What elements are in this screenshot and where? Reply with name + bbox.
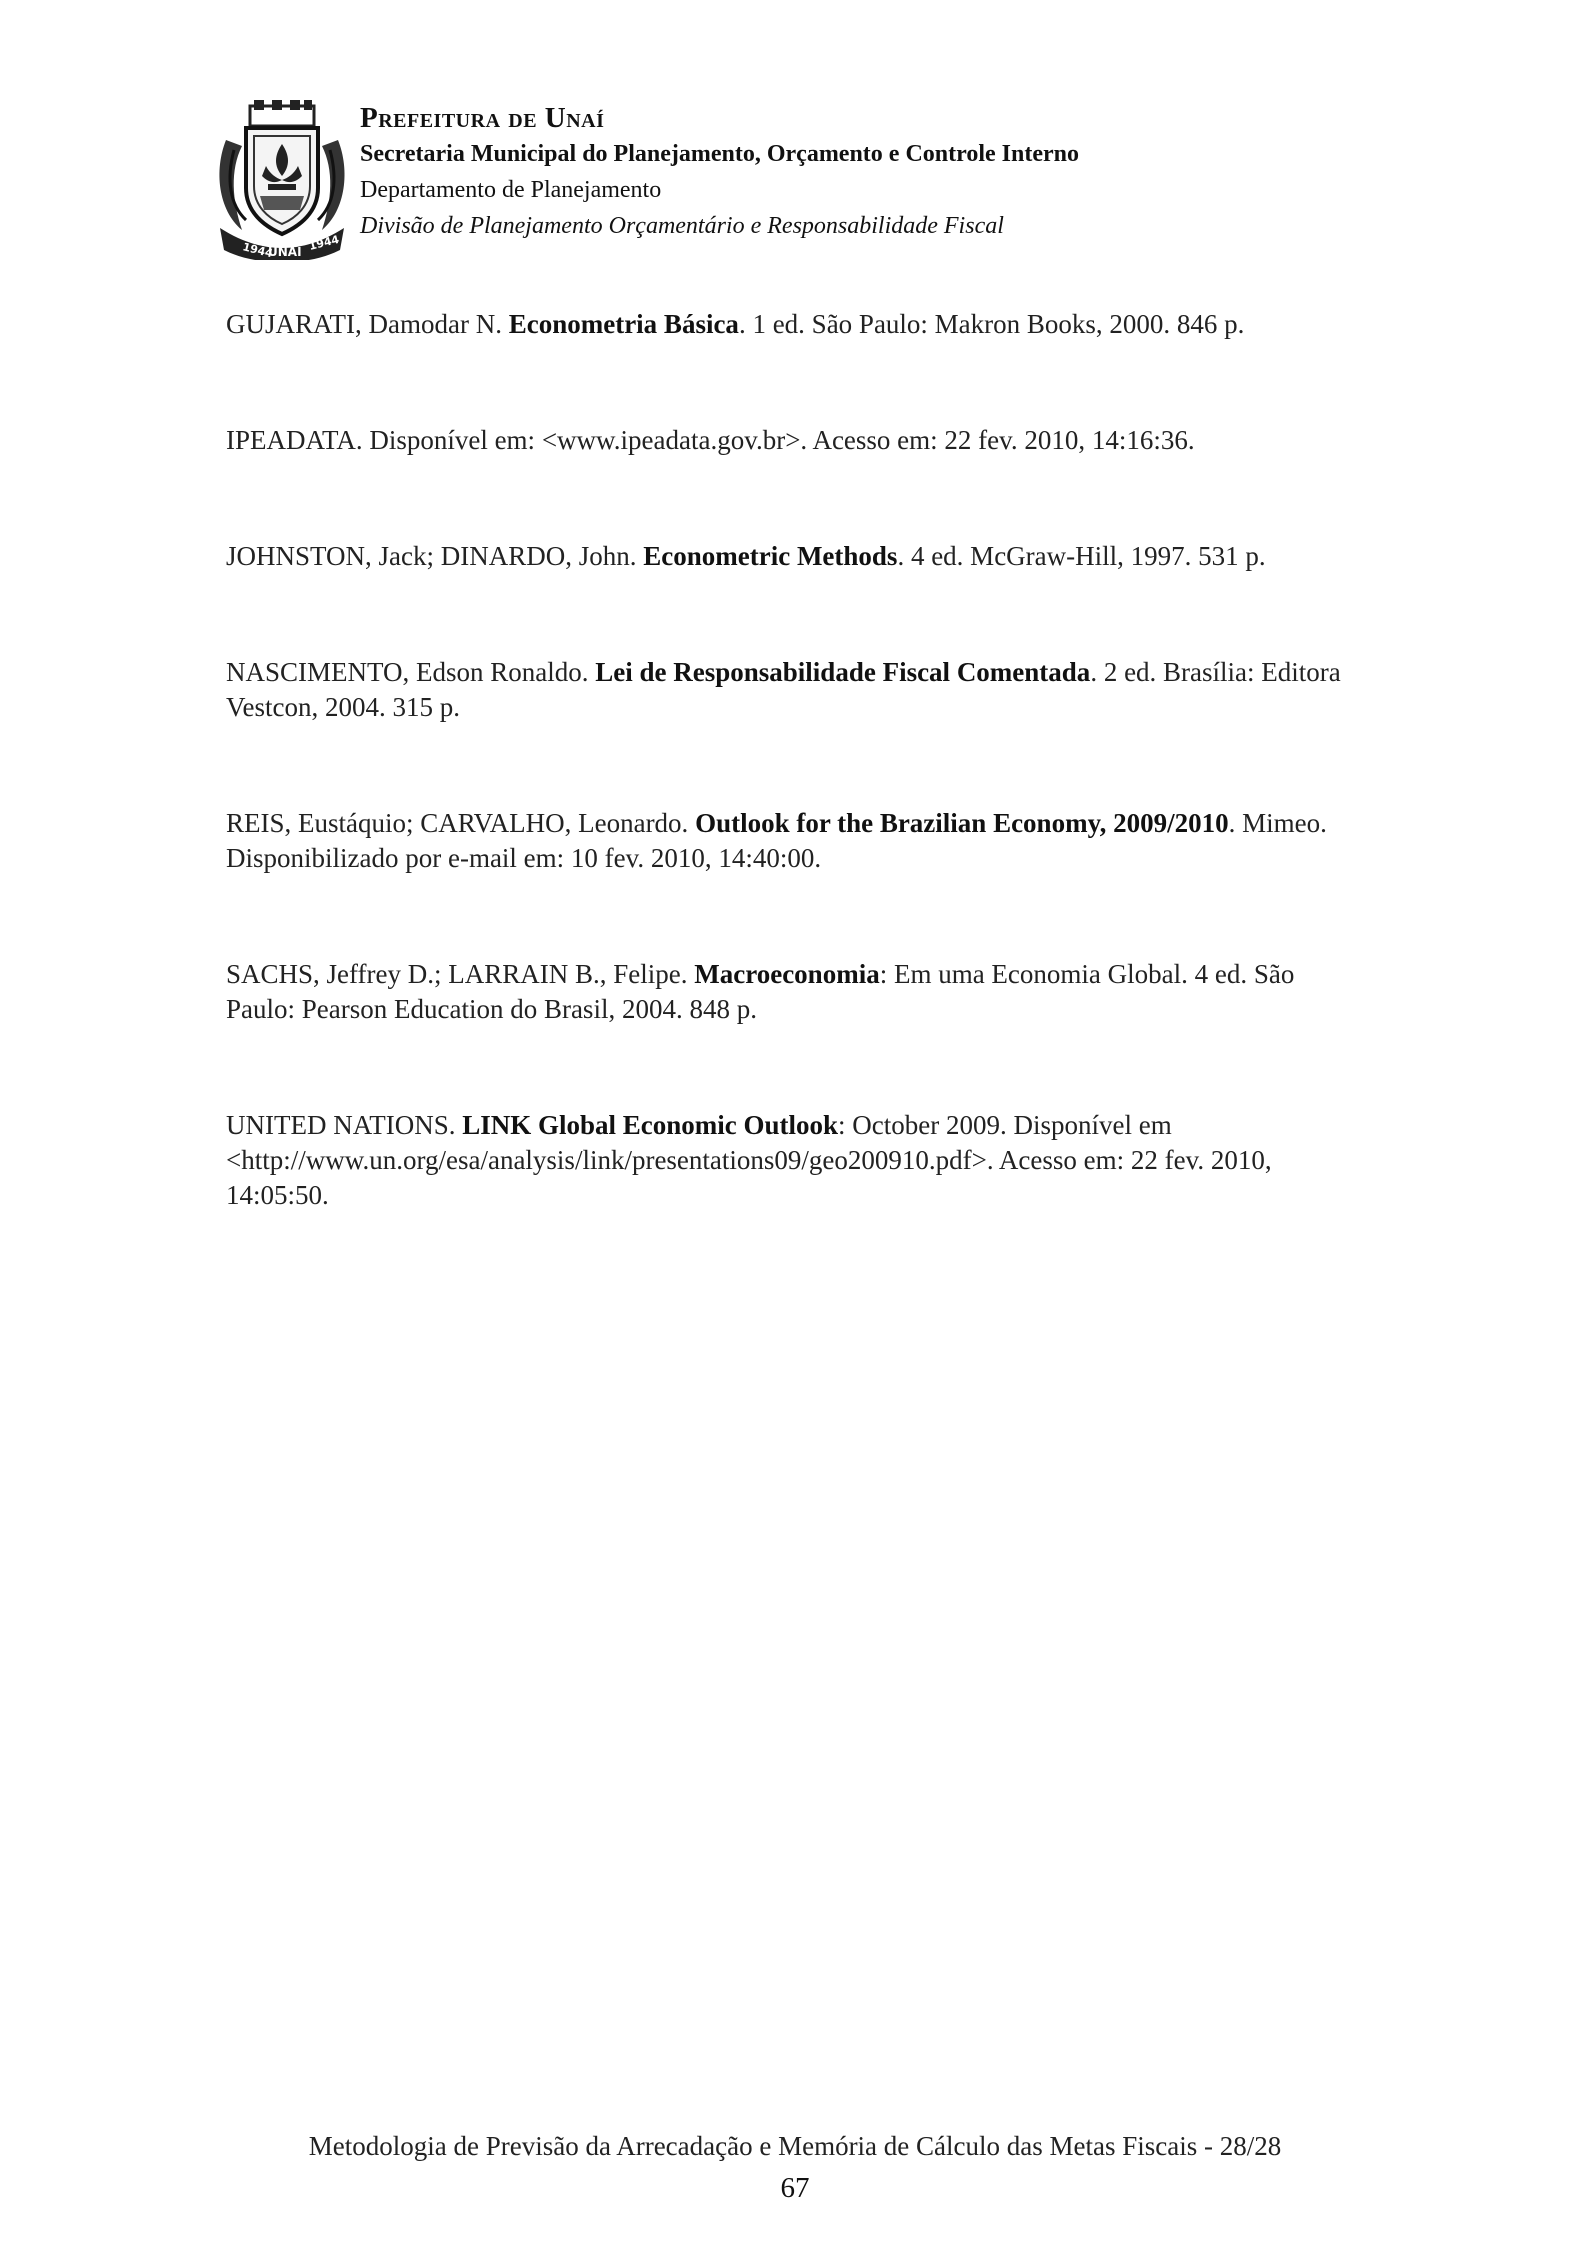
reference-title: Econometric Methods xyxy=(643,541,898,571)
svg-text:UNAÍ: UNAÍ xyxy=(268,245,302,259)
reference-details: : October 2009. Disponível em <http://www.un.org/esa/analysis/link/presentations09/geo200910.pdf>. Acesso em: 22 fev. 2010, 14:05:50. xyxy=(226,1110,1272,1210)
departamento-name: Departamento de Planejamento xyxy=(360,177,662,203)
reference-entry xyxy=(226,539,1366,574)
reference-entry xyxy=(226,806,1366,876)
page-header xyxy=(212,100,1312,260)
reference-details: . 4 ed. McGraw-Hill, 1997. 531 p. xyxy=(897,541,1266,571)
reference-entry xyxy=(226,655,1366,725)
reference-details: . 1 ed. São Paulo: Makron Books, 2000. 846 p. xyxy=(738,309,1245,339)
page-footer xyxy=(0,2128,1590,2208)
svg-text:1944: 1944 xyxy=(241,240,275,260)
reference-title: Outlook for the Brazilian Economy, 2009/2010 xyxy=(695,808,1229,838)
reference-authors: GUJARATI, Damodar N. xyxy=(226,309,509,339)
reference-authors: UNITED NATIONS. xyxy=(226,1110,463,1140)
reference-authors: NASCIMENTO, Edson Ronaldo. xyxy=(226,657,596,687)
secretaria-name: Secretaria Municipal do Planejamento, Orçamento e Controle Interno xyxy=(360,141,1079,167)
reference-title: Macroeconomia xyxy=(694,959,880,989)
svg-text:1944: 1944 xyxy=(307,232,341,253)
reference-entry xyxy=(226,957,1366,1027)
reference-details: . Mimeo. Disponibilizado por e-mail em: 10 fev. 2010, 14:40:00. xyxy=(226,808,1327,873)
reference-authors: REIS, Eustáquio; CARVALHO, Leonardo. xyxy=(226,808,696,838)
references-list xyxy=(226,280,1366,1294)
reference-title: Econometria Básica xyxy=(508,309,739,339)
header-text-block xyxy=(360,100,1310,244)
page-number: 67 xyxy=(780,2172,810,2204)
divisao-name: Divisão de Planejamento Orçamentário e Responsabilidade Fiscal xyxy=(360,213,1004,239)
reference-entry xyxy=(226,1108,1366,1213)
municipal-coat-of-arms-icon xyxy=(212,100,352,260)
reference-details: : Em uma Economia Global. 4 ed. São Paulo: Pearson Education do Brasil, 2004. 848 p. xyxy=(226,959,1295,1024)
reference-entry xyxy=(226,307,1366,342)
reference-authors: SACHS, Jeffrey D.; LARRAIN B., Felipe. xyxy=(226,959,695,989)
reference-title: Lei de Responsabilidade Fiscal Comentada xyxy=(595,657,1091,687)
reference-details: . 2 ed. Brasília: Editora Vestcon, 2004. 315 p. xyxy=(226,657,1341,722)
reference-authors: JOHNSTON, Jack; DINARDO, John. xyxy=(226,541,644,571)
reference-entry xyxy=(226,423,1366,458)
organization-name: Prefeitura de Unaí xyxy=(360,102,605,134)
document-title-footer: Metodologia de Previsão da Arrecadação e Memória de Cálculo das Metas Fiscais - 28/28 xyxy=(308,2131,1282,2161)
reference-authors: IPEADATA. Disponível em: <www.ipeadata.gov.br>. Acesso em: 22 fev. 2010, 14:16:36. xyxy=(226,425,1195,455)
reference-title: LINK Global Economic Outlook xyxy=(462,1110,839,1140)
